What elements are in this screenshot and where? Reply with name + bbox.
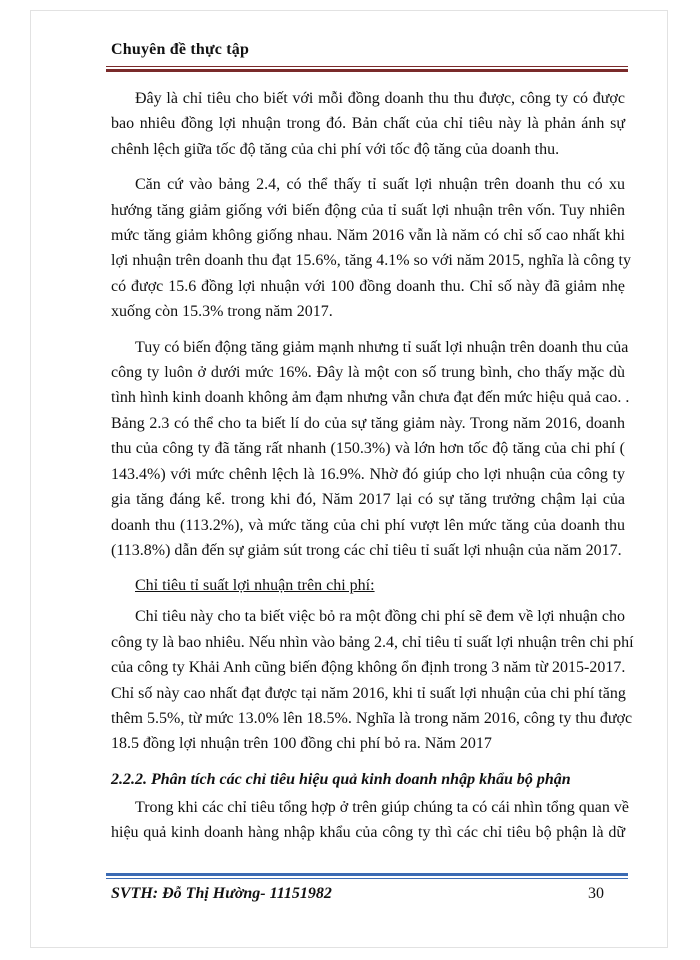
paragraph-line: doanh thu (113.2%), và mức tăng của chi phí vượt lên mức tăng của doanh thu	[111, 516, 625, 534]
page-header-title: Chuyên đề thực tập	[111, 41, 250, 58]
paragraph-line: công ty là bao nhiêu. Nếu nhìn vào bảng 2.4, chỉ tiêu tỉ suất lợi nhuận trên chi phí	[111, 633, 634, 651]
paragraph-group-cost-ratio	[111, 604, 634, 756]
paragraph-line: mức tăng giảm không giống nhau. Năm 2016 vẫn là năm có chỉ số cao nhất khi	[111, 227, 625, 245]
paragraph	[111, 335, 630, 564]
paragraph-group-section	[111, 795, 630, 846]
paragraph	[111, 86, 625, 162]
paragraph-line: Chỉ tiêu này cho ta biết việc bỏ ra một đồng chi phí sẽ đem về lợi nhuận cho	[135, 608, 625, 626]
paragraph-line: bao nhiêu đồng lợi nhuận trong đó. Bản chất của chỉ tiêu này là phản ánh sự	[111, 115, 625, 133]
paragraph-line: thêm 5.5%, từ mức 13.0% lên 18.5%. Nghĩa là trong năm 2016, công ty thu được	[111, 709, 633, 727]
paragraph	[111, 795, 630, 846]
paragraph-line: Trong khi các chỉ tiêu tổng hợp ở trên giúp chúng ta có cái nhìn tổng quan về	[135, 798, 630, 816]
paragraph-line: Bảng 2.3 có thể cho ta biết lí do của sự tăng giảm này. Trong năm 2016, doanh	[111, 414, 625, 432]
paragraph-line: hướng tăng giảm giống với biến động của tỉ suất lợi nhuận trên vốn. Tuy nhiên	[111, 201, 625, 219]
paragraph-line: gia tăng đáng kể. trong khi đó, Năm 2017 lại có sự tăng trưởng chậm lại của	[111, 491, 625, 509]
paragraph	[111, 172, 631, 324]
paragraph-line: xuống còn 15.3% trong năm 2017.	[111, 303, 333, 321]
paragraph-line: tình hình kinh doanh không ảm đạm nhưng vẫn chưa đạt đến mức hiệu quả cao. .	[111, 389, 630, 407]
paragraph-line: Căn cứ vào bảng 2.4, có thể thấy tỉ suất lợi nhuận trên doanh thu có xu	[135, 176, 625, 194]
paragraph-line: có được 15.6 đồng lợi nhuận với 100 đồng doanh thu. Chỉ số này đã giảm nhẹ	[111, 277, 625, 295]
paragraph-line: Đây là chỉ tiêu cho biết với mỗi đồng doanh thu thu được, công ty có được	[135, 90, 625, 107]
paragraph-line: lợi nhuận trên doanh thu đạt 15.6%, tăng 4.1% so với năm 2015, nghĩa là công ty	[111, 252, 631, 270]
paragraph-line: Tuy có biến động tăng giảm mạnh nhưng tỉ suất lợi nhuận trên doanh thu của	[135, 338, 629, 356]
paragraph-line: công ty luôn ở dưới mức 16%. Đây là một con số trung bình, cho thấy mặc dù	[111, 364, 625, 382]
footer-rule-thick	[106, 873, 628, 876]
header-rule	[106, 66, 628, 67]
paragraph-line: (113.8%) dẫn đến sự giảm sút trong các chỉ tiêu tỉ suất lợi nhuận của năm 2017.	[111, 541, 622, 559]
paragraph-line: của công ty Khải Anh cũng biến động không ổn định trong 3 năm từ 2015-2017.	[111, 659, 626, 677]
footer-author: SVTH: Đỗ Thị Hường- 11151982	[111, 885, 332, 902]
paragraph-line: thu của công ty đã tăng rất nhanh (150.3%) và lớn hơn tốc độ tăng của chi phí (	[111, 440, 625, 458]
paragraph	[111, 604, 634, 756]
footer-rule	[106, 878, 628, 879]
header-rule-thick	[106, 69, 628, 72]
document-body	[111, 86, 634, 856]
page-number: 30	[588, 885, 604, 902]
paragraph-line: hiệu quả kinh doanh hàng nhập khẩu của công ty thì các chỉ tiêu bộ phận là dữ	[111, 824, 625, 842]
paragraph-line: 18.5 đồng lợi nhuận trên 100 đồng chi phí bỏ ra. Năm 2017	[111, 735, 492, 753]
paragraph-line: Chỉ số này cao nhất đạt được tại năm 2016, khi tỉ suất lợi nhuận của chi phí tăng	[111, 684, 626, 702]
paragraph-line: 143.4%) với mức chênh lệch là 16.9%. Nhờ đó giúp cho lợi nhuận của công ty	[111, 465, 625, 483]
subheading-cost-profit-ratio: Chỉ tiêu tỉ suất lợi nhuận trên chi phí:	[135, 577, 375, 595]
section-heading: 2.2.2. Phân tích các chỉ tiêu hiệu quả kinh doanh nhập khẩu bộ phận	[111, 770, 571, 788]
paragraph-group-intro	[111, 86, 631, 563]
paragraph-line: chênh lệch giữa tốc độ tăng của chi phí với tốc độ tăng của doanh thu.	[111, 140, 560, 158]
